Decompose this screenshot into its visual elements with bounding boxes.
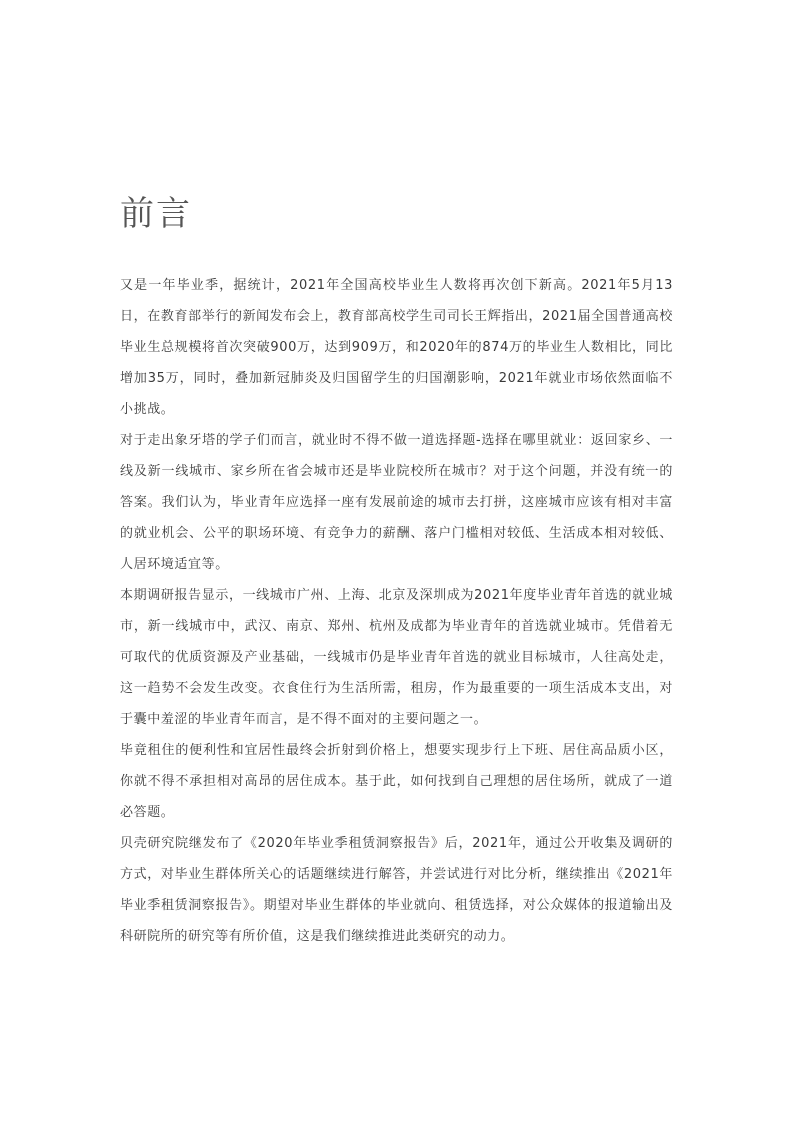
paragraph-1: 又是一年毕业季，据统计，2021年全国高校毕业生人数将再次创下新高。2021年5月13日，在教育部举行的新闻发布会上，教育部高校学生司司长王辉指出，2021届全国普通高校毕业生总规模将首次突破900万，达到909万，和2020年的874万的毕业生人数相比，同比增加35万，同时，叠加新冠肺炎及归国留学生的归国潮影响，2021年就业市场依然面临不小挑战。 bbox=[120, 278, 673, 417]
paragraph-4: 毕竟租住的便利性和宜居性最终会折射到价格上，想要实现步行上下班、居住高品质小区，你就不得不承担相对高昂的居住成本。基于此，如何找到自己理想的居住场所，就成了一道必答题。 bbox=[120, 743, 673, 820]
paragraph-5: 贝壳研究院继发布了《2020年毕业季租赁洞察报告》后，2021年，通过公开收集及调研的方式，对毕业生群体所关心的话题继续进行解答，并尝试进行对比分析，继续推出《2021年毕业季租赁洞察报告》。期望对毕业生群体的毕业就向、租赁选择，对公众媒体的报道输出及科研院所的研究等有所价值，这是我们继续推进此类研究的动力。 bbox=[120, 836, 673, 944]
body-text bbox=[120, 270, 673, 952]
paragraph-2: 对于走出象牙塔的学子们而言，就业时不得不做一道选择题-选择在哪里就业：返回家乡、一线及新一线城市、家乡所在省会城市还是毕业院校所在城市？对于这个问题，并没有统一的答案。我们认为，毕业青年应选择一座有发展前途的城市去打拼，这座城市应该有相对丰富的就业机会、公平的职场环境、有竞争力的薪酬、落户门槛相对较低、生活成本相对较低、人居环境适宜等。 bbox=[120, 433, 673, 572]
paragraph-3: 本期调研报告显示，一线城市广州、上海、北京及深圳成为2021年度毕业青年首选的就业城市，新一线城市中，武汉、南京、郑州、杭州及成都为毕业青年的首选就业城市。凭借着无可取代的优质资源及产业基础，一线城市仍是毕业青年首选的就业目标城市，人往高处走，这一趋势不会发生改变。衣食住行为生活所需，租房，作为最重要的一项生活成本支出，对于囊中羞涩的毕业青年而言，是不得不面对的主要问题之一。 bbox=[120, 588, 673, 727]
page-title: 前言 bbox=[120, 194, 192, 234]
